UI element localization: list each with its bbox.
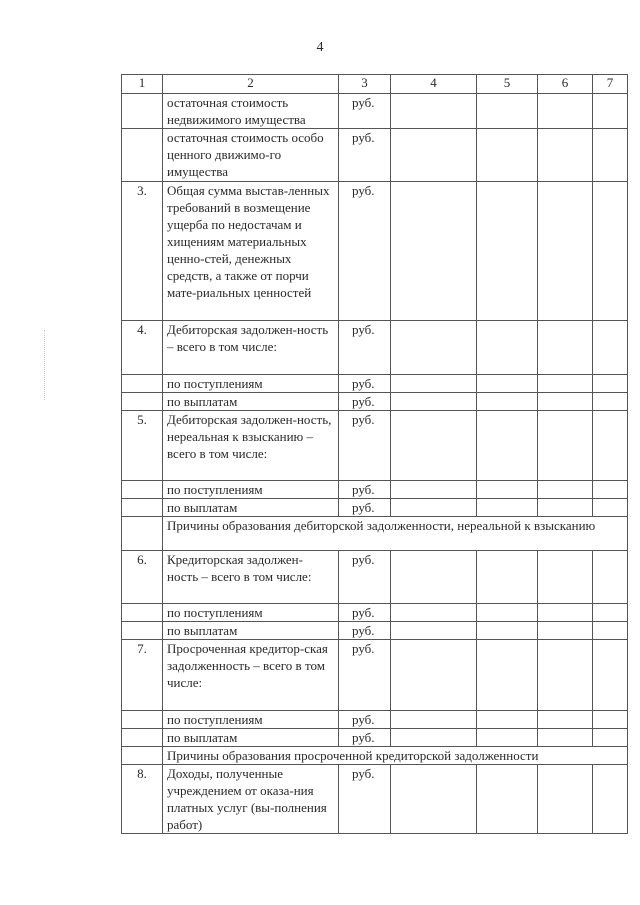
value-cell (477, 393, 538, 411)
value-cell (391, 711, 477, 729)
value-cell (391, 640, 477, 711)
row-label: по поступлениям (163, 375, 339, 393)
value-cell (391, 375, 477, 393)
value-cell (593, 499, 628, 517)
row-label: по поступлениям (163, 604, 339, 622)
value-cell (391, 182, 477, 321)
row-label: по выплатам (163, 499, 339, 517)
value-cell (593, 604, 628, 622)
table-row (122, 411, 628, 481)
value-cell (477, 182, 538, 321)
value-cell (593, 640, 628, 711)
value-cell (477, 551, 538, 604)
table-row (122, 551, 628, 604)
row-unit: руб. (339, 622, 391, 640)
value-cell (477, 94, 538, 129)
column-header: 4 (391, 75, 477, 94)
row-number (122, 481, 163, 499)
row-number (122, 747, 163, 765)
value-cell (538, 129, 593, 182)
row-number (122, 604, 163, 622)
row-number (122, 375, 163, 393)
scan-artifact (44, 330, 46, 400)
table-row (122, 729, 628, 747)
row-label: Доходы, полученные учреждением от оказа-ния платных услуг (вы-полнения работ) (163, 765, 339, 834)
reasons-text: Причины образования просроченной кредиторской задолженности (163, 747, 628, 765)
value-cell (593, 481, 628, 499)
value-cell (538, 765, 593, 834)
reasons-text: Причины образования дебиторской задолженности, нереальной к взысканию (163, 517, 628, 551)
value-cell (593, 182, 628, 321)
column-header: 2 (163, 75, 339, 94)
row-number (122, 393, 163, 411)
row-unit: руб. (339, 411, 391, 481)
value-cell (538, 622, 593, 640)
row-unit: руб. (339, 604, 391, 622)
row-label: остаточная стоимость особо ценного движимо-го имущества (163, 129, 339, 182)
row-number (122, 622, 163, 640)
value-cell (538, 393, 593, 411)
table-row (122, 765, 628, 834)
value-cell (593, 765, 628, 834)
value-cell (593, 411, 628, 481)
value-cell (593, 711, 628, 729)
row-label: по выплатам (163, 393, 339, 411)
row-label: Просроченная кредитор-ская задолженность – всего в том числе: (163, 640, 339, 711)
value-cell (477, 499, 538, 517)
column-header: 7 (593, 75, 628, 94)
value-cell (391, 94, 477, 129)
row-unit: руб. (339, 640, 391, 711)
row-unit: руб. (339, 129, 391, 182)
row-label: Дебиторская задолжен-ность – всего в том числе: (163, 321, 339, 375)
row-number: 8. (122, 765, 163, 834)
row-number (122, 499, 163, 517)
row-unit: руб. (339, 499, 391, 517)
row-label: по поступлениям (163, 481, 339, 499)
row-unit: руб. (339, 94, 391, 129)
value-cell (391, 622, 477, 640)
row-number (122, 517, 163, 551)
table-row (122, 182, 628, 321)
table-row (122, 94, 628, 129)
row-unit: руб. (339, 729, 391, 747)
value-cell (538, 375, 593, 393)
table-row (122, 129, 628, 182)
row-label: Дебиторская задолжен-ность, нереальная к взысканию – всего в том числе: (163, 411, 339, 481)
value-cell (538, 604, 593, 622)
row-unit: руб. (339, 765, 391, 834)
value-cell (477, 622, 538, 640)
value-cell (477, 321, 538, 375)
row-unit: руб. (339, 393, 391, 411)
value-cell (477, 711, 538, 729)
row-label: по поступлениям (163, 711, 339, 729)
value-cell (538, 182, 593, 321)
value-cell (538, 94, 593, 129)
value-cell (391, 729, 477, 747)
row-number: 3. (122, 182, 163, 321)
value-cell (593, 551, 628, 604)
table-row (122, 481, 628, 499)
row-unit: руб. (339, 182, 391, 321)
value-cell (391, 499, 477, 517)
value-cell (538, 711, 593, 729)
value-cell (391, 551, 477, 604)
value-cell (391, 393, 477, 411)
table-row (122, 375, 628, 393)
value-cell (593, 375, 628, 393)
row-unit: руб. (339, 551, 391, 604)
value-cell (538, 499, 593, 517)
value-cell (538, 640, 593, 711)
row-number: 6. (122, 551, 163, 604)
value-cell (593, 94, 628, 129)
report-table (121, 74, 628, 834)
value-cell (391, 129, 477, 182)
column-header: 6 (538, 75, 593, 94)
value-cell (391, 321, 477, 375)
row-number: 4. (122, 321, 163, 375)
value-cell (538, 481, 593, 499)
value-cell (477, 729, 538, 747)
value-cell (593, 321, 628, 375)
page-number: 4 (316, 40, 324, 55)
value-cell (477, 411, 538, 481)
value-cell (391, 481, 477, 499)
value-cell (538, 321, 593, 375)
column-header: 1 (122, 75, 163, 94)
row-unit: руб. (339, 321, 391, 375)
column-header: 5 (477, 75, 538, 94)
table-header-row (122, 75, 628, 94)
value-cell (391, 604, 477, 622)
value-cell (538, 729, 593, 747)
value-cell (593, 393, 628, 411)
value-cell (477, 375, 538, 393)
value-cell (477, 129, 538, 182)
value-cell (593, 622, 628, 640)
row-number (122, 129, 163, 182)
value-cell (593, 729, 628, 747)
row-number (122, 94, 163, 129)
value-cell (477, 481, 538, 499)
row-number: 5. (122, 411, 163, 481)
table-row (122, 747, 628, 765)
row-number (122, 729, 163, 747)
column-header: 3 (339, 75, 391, 94)
row-label: Общая сумма выстав-ленных требований в возмещение ущерба по недостачам и хищениям материальных ценно-стей, денежных средств, а также от порчи мате-риальных ценностей (163, 182, 339, 321)
value-cell (538, 411, 593, 481)
value-cell (538, 551, 593, 604)
value-cell (477, 765, 538, 834)
row-unit: руб. (339, 375, 391, 393)
value-cell (477, 604, 538, 622)
row-label: по выплатам (163, 729, 339, 747)
value-cell (593, 129, 628, 182)
table-row (122, 321, 628, 375)
row-number (122, 711, 163, 729)
value-cell (477, 640, 538, 711)
value-cell (391, 411, 477, 481)
table-row (122, 604, 628, 622)
value-cell (391, 765, 477, 834)
table-row (122, 711, 628, 729)
table-row (122, 622, 628, 640)
row-label: остаточная стоимость недвижимого имущества (163, 94, 339, 129)
row-label: Кредиторская задолжен-ность – всего в том числе: (163, 551, 339, 604)
table-row (122, 499, 628, 517)
table-row (122, 640, 628, 711)
row-unit: руб. (339, 481, 391, 499)
table-row (122, 517, 628, 551)
row-unit: руб. (339, 711, 391, 729)
row-label: по выплатам (163, 622, 339, 640)
table-row (122, 393, 628, 411)
row-number: 7. (122, 640, 163, 711)
